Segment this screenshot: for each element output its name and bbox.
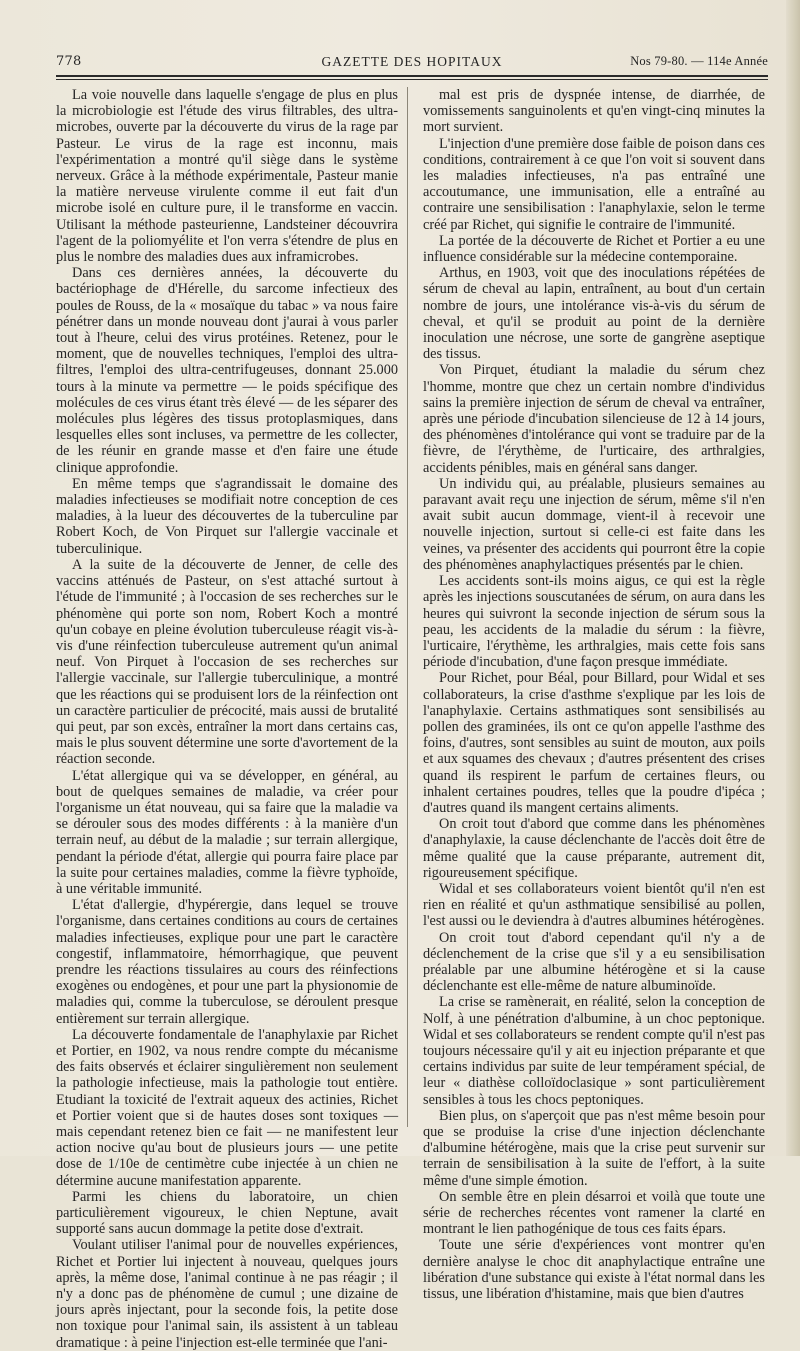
- paragraph: Widal et ses collaborateurs voient bientôt qu'il n'en est rien en réalité et qu'un asthmatique sensibilisé au pollen, l'est aussi ou le deviendra à d'autres albumines hétérogènes.: [423, 880, 765, 930]
- page-number: 778: [56, 54, 82, 69]
- column-divider: [407, 87, 408, 1127]
- paragraph: mal est pris de dyspnée intense, de diarrhée, de vomissements sanguinolents et qu'en vingt-cinq minutes la mort survient.: [423, 87, 765, 136]
- paragraph: Voulant utiliser l'animal pour de nouvelles expériences, Richet et Portier lui injectent à nouveau, quelques jours après, la même dose, l'animal continue à ne pas réagir ; il n'y a donc pas de phénomène de cumul ; une dizaine de jours après injectant, pour la seconde fois, la petite dose non toxique pour l'animal sain, ils assistent à un tableau dramatique : à peine l'injection est-elle terminée que l'ani-: [56, 1237, 398, 1351]
- paragraph: Arthus, en 1903, voit que des inoculations répétées de sérum de cheval au lapin, entraînent, au bout d'un certain nombre de jours, une intolérance vis-à-vis du sérum de cheval, et qu'il se produit au point de la dernière inoculation une nécrose, une sorte de gangrène aseptique des tissus.: [423, 265, 765, 363]
- paragraph: Un individu qui, au préalable, plusieurs semaines au paravant avait reçu une injection de sérum, même s'il n'en avait subit aucun dommage, vient-il à recevoir une nouvelle injection, surtout si celle-ci est faite dans les veines, va présenter des accidents qui pourront être la copie des phénomènes anaphylactiques présentés par le chien.: [423, 475, 765, 573]
- page-header: [56, 50, 768, 74]
- paragraph: Pour Richet, pour Béal, pour Billard, pour Widal et ses collaborateurs, la crise d'asthme s'explique par les lois de l'anaphylaxie. Certains asthmatiques sont sensibilisés au pollen des graminées, ils ont ce qu'on appelle l'asthme des foins, d'autres, sont sensibles au suint de mouton, aux poils et aux squames des chevaux ; d'autres présentent des crises quand ils respirent le parfum de certaines fleurs, ou inhalent certaines poudres, telles que la poudre d'ipéca ; d'autres quand ils mangent certains aliments.: [423, 670, 765, 816]
- paragraph: Les accidents sont-ils moins aigus, ce qui est la règle après les injections souscutanées de sérum, on aura dans les heures qui suivront la seconde injection de sérum sous la peau, les accidents de la maladie du sérum : la fièvre, l'urticaire, l'érythème, les arthralgies, mais cette fois sans période d'incubation, d'une façon presque immédiate.: [423, 573, 765, 671]
- right-text-column: [423, 87, 765, 1302]
- paragraph: A la suite de la découverte de Jenner, de celle des vaccins atténués de Pasteur, on s'est attaché surtout à l'étude de l'immunité ; à l'occasion de ses recherches sur le phénomène qui porte son nom, Robert Koch a montré qu'un cobaye en pleine évolution tuberculeuse réagit vis-à-vis d'une réinfection tuberculeuse autrement qu'un animal neuf. Von Pirquet à l'occasion de ses recherches sur l'allergie vaccinale, sur l'allergie tuberculinique, a montré que les réactions qui se produisent lors de la réinfection ont un caractère particulier de précocité, mais aussi de brutalité qui peut, par son excès, entraîner la mort dans certains cas, mais le plus souvent détermine une sorte d'avortement de la réaction seconde.: [56, 556, 398, 768]
- paragraph: En même temps que s'agrandissait le domaine des maladies infectieuses se modifiait notre conception de ces maladies, à la lueur des découvertes de la tuberculine par Robert Koch, de Von Pirquet sur l'allergie vaccinale et tuberculinique.: [56, 475, 398, 557]
- header-rule-thick: [56, 75, 768, 77]
- paragraph: L'état d'allergie, d'hypérergie, dans lequel se trouve l'organisme, dans certaines conditions au cours de certaines maladies infectieuses, explique pour une part le caractère congestif, inflammatoire, hémorrhagique, que peuvent prendre les réactions tissulaires au cours des réinfections exogènes ou endogènes, et pour une part la physionomie de maladies qui, comme la tuberculose, se déroulent presque entièrement sur terrain allergique.: [56, 897, 398, 1027]
- paragraph: Bien plus, on s'aperçoit que pas n'est même besoin pour que se produise la crise d'une injection déclenchante d'albumine hétérogène, mais que la crise peut survenir sur terrain de sensibilisation à la suite de l'effort, à la suite même d'une simple émotion.: [423, 1107, 765, 1189]
- issue-info: Nos 79-80. — 114e Année: [630, 54, 768, 68]
- paragraph: Von Pirquet, étudiant la maladie du sérum chez l'homme, montre que chez un certain nombre d'individus sains la première injection de sérum de cheval va entraîner, après une période d'incubation silencieuse de 12 à 14 jours, des phénomènes d'intolérance qui vont se traduire par de la fièvre, de l'érythème, de l'urticaire, des arthralgies, accidents pénibles, mais en général sans danger.: [423, 362, 765, 476]
- paragraph: Parmi les chiens du laboratoire, un chien particulièrement vigoureux, le chien Neptune, avait supporté sans aucun dommage la petite dose d'extrait.: [56, 1188, 398, 1238]
- paragraph: Dans ces dernières années, la découverte du bactériophage de d'Hérelle, du sarcome infectieux des poules de Rouss, de la « mosaïque du tabac » va nous faire pénétrer dans un monde nouveau dont j'aurai à vous parler tout à l'heure, celui des virus protéines. Retenez, pour le moment, que de nouvelles techniques, l'emploi des ultra-filtres, l'emploi des ultra-centrifugeuses, donnant 25.000 tours à la minute va permettre — le poids spécifique des molécules de ces virus étant très élevé — de les séparer des molécules plus légères des tissus protoplasmiques, dans lesquelles elles sont incluses, va permettre de les collecter, de les réunir en grande masse et d'en faire une étude clinique approfondie.: [56, 265, 398, 476]
- journal-title: GAZETTE DES HOPITAUX: [321, 54, 503, 69]
- paragraph: On semble être en plein désarroi et voilà que toute une série de recherches récentes vont ramener la clarté en montrant le lien pathogénique de tous ces faits épars.: [423, 1188, 765, 1238]
- paragraph: La crise se ramènerait, en réalité, selon la conception de Nolf, à une pénétration d'albumine, à un choc peptonique. Widal et ses collaborateurs se rendent compte qu'il n'est pas toujours nécessaire qu'il y ait eu injection préparante et que certains individus par suite de leur tempérament spécial, de leur « diathèse colloïdoclasique » sont particulièrement sensibles à tous les chocs peptoniques.: [423, 994, 765, 1108]
- paragraph: La portée de la découverte de Richet et Portier a eu une influence considérable sur la médecine contemporaine.: [423, 232, 765, 266]
- paragraph: On croit tout d'abord cependant qu'il n'y a de déclenchement de la crise que s'il y a eu sensibilisation préalable par une albumine hétérogène et si la cause déclenchante est elle-même de nature albuminoïde.: [423, 929, 765, 995]
- left-text-column: [56, 87, 398, 1351]
- paragraph: Toute une série d'expériences vont montrer qu'en dernière analyse le choc dit anaphylactique entraîne une libération d'une substance qui existe à l'état normal dans les tissus, une libération d'histamine, mais que bien d'autres: [423, 1237, 765, 1303]
- page-edge-shadow: [786, 0, 800, 1156]
- header-rule-thin: [56, 79, 768, 80]
- paragraph: La découverte fondamentale de l'anaphylaxie par Richet et Portier, en 1902, va nous rendre compte du mécanisme des faits observés et éclairer singulièrement non seulement la pathologie infectieuse, mais la pathologie tout entière. Etudiant la toxicité de l'extrait aqueux des actinies, Richet et Portier voient que si de hautes doses sont toxiques — mais cependant retenez bien ce fait — ne manifestent leur action nocive qu'au bout de plusieurs jours — une petite dose de 1/10e de centimètre cube injectée à un chien ne détermine aucune manifestation apparente.: [56, 1026, 398, 1189]
- paragraph: La voie nouvelle dans laquelle s'engage de plus en plus la microbiologie est l'étude des virus filtrables, des ultra-microbes, ouverte par la découverte du virus de la rage par Pasteur. Le virus de la rage est inconnu, mais l'expérimentation a montré qu'il siège dans le système nerveux. Grâce à la méthode expérimentale, Pasteur manie la matière nerveuse virulente comme il eut fait d'un microbe isolé en culture pure, il le transforme en vaccin. Utilisant la méthode pasteurienne, Landsteiner découvrira l'agent de la poliomyélite et l'on verra s'étendre de plus en plus le nombre des maladies dues aux inframicrobes.: [56, 87, 398, 266]
- paragraph: On croit tout d'abord que comme dans les phénomènes d'anaphylaxie, la cause déclenchante de l'accès doit être de même qualité que la cause préparante, autrement dit, rigoureusement spécifique.: [423, 816, 765, 881]
- paragraph: L'injection d'une première dose faible de poison dans ces conditions, contrairement à ce que l'on voit si souvent dans les maladies infectieuses, n'a pas entraîné une accoutumance, une immunisation, elle a entraîné au contraire une sensibilisation : l'anaphylaxie, selon le terme créé par Richet, qui signifie le contraire de l'immunité.: [423, 135, 765, 233]
- paragraph: L'état allergique qui va se développer, en général, au bout de quelques semaines de maladie, va créer pour l'organisme un état nouveau, qui sa faire que la maladie va se dérouler sous des modes différents : à la manière d'un terrain neuf, au début de la maladie ; sur terrain allergique, pendant la période d'état, allergie qui pourra faire place par la suite pour certaines maladies, comme la fièvre typhoïde, à une véritable immunité.: [56, 767, 398, 897]
